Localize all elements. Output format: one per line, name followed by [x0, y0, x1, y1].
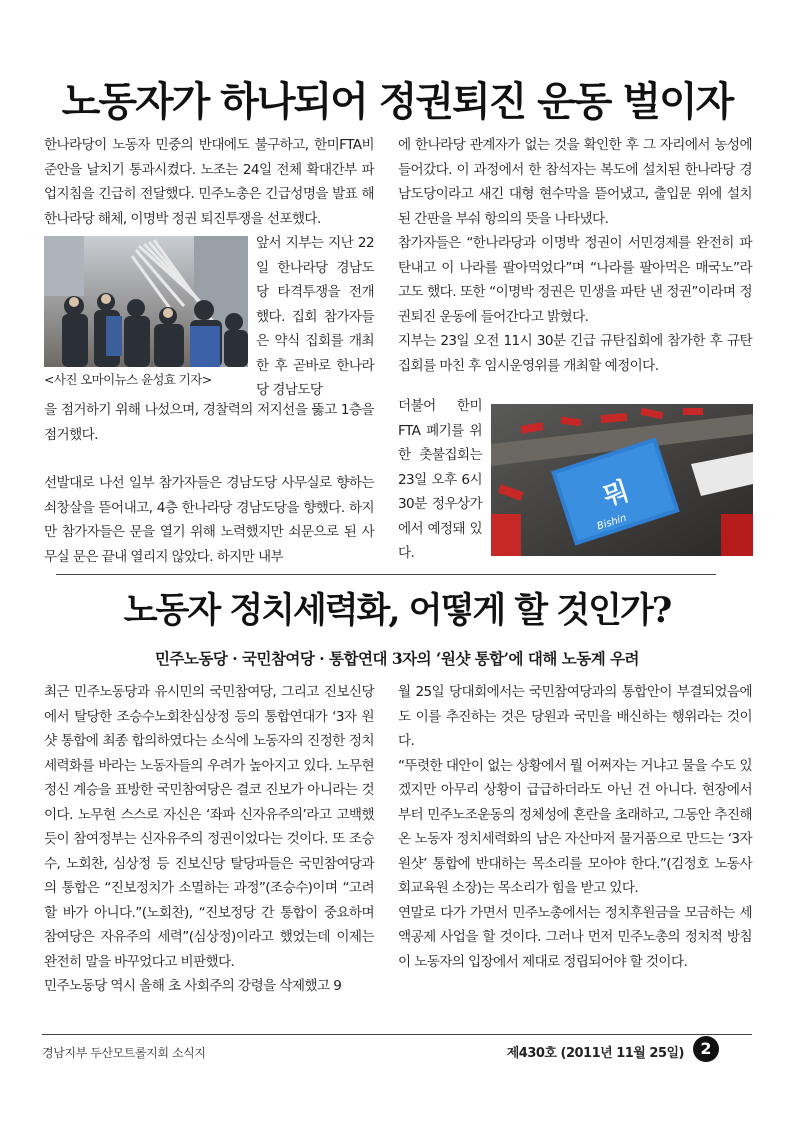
article2-right-para3: 연말로 다가 가면서 민주노총에서는 정치후원금을 모금하는 세액공제 사업을 할 것이다. 그러나 먼저 민주노총의 정치적 방침이 노동자의 입장에서 제대로 정립되어야 할 것이다. — [398, 904, 752, 970]
footer-issue: 제430호 (2011년 11월 25일) — [506, 1046, 684, 1061]
banner-sign-text: Bishin — [595, 512, 629, 533]
article1-right-para2: 참가자들은 “한나라당과 이명박 정권이 서민경제를 완전히 파탄내고 이 나라를 팔아먹었다”며 “나라를 팔아먹은 매국노”라고도 했다. 또한 “이명박 정권은 민생을 파탄 낸 정권”이라며 정권퇴진 운동에 들어간다고 밝혔다. — [398, 235, 752, 325]
protest-photo — [44, 236, 248, 367]
article2-right-para2: “뚜렷한 대안이 없는 상황에서 뭘 어쩌자는 거냐고 물을 수도 있겠지만 아무리 상황이 급급하더라도 아닌 건 아니다. 현장에서부터 민주노조운동의 정체성에 혼란을 초래하고, 그동안 추진해온 노동자 정치세력화의 남은 자산마저 물거품으로 만드는 ‘3자 원샷’ 통합에 반대하는 목소리를 모아야 한다.”(김정호 노동사회교육원 소장)는 목소리가 힘을 받고 있다. — [398, 757, 752, 896]
article1-wrap-column — [256, 231, 374, 403]
article1-left-bottom — [44, 398, 374, 569]
footer-publication: 경남지부 두산모트롤지회 소식지 — [42, 1046, 206, 1060]
article1-right-wrap-text: 더불어 한미 FTA 폐기를 위한 촛불집회는 23일 오후 6시30분 정우상가에서 예정돼 있다. — [398, 398, 482, 561]
banner-photo-image — [491, 404, 753, 556]
article2-right-column — [398, 680, 752, 974]
article1-left-para1: 한나라당이 노동자 민중의 반대에도 불구하고, 한미FTA비준안을 날치기 통과시켰다. 노조는 24일 전체 확대간부 파업지침을 긴급히 전달했다. 민주노총은 긴급성명을 발표 해 한나라당 해체, 이명박 정권 퇴진투쟁을 선포했다. — [44, 137, 374, 227]
article1-right-para3: 지부는 23일 오전 11시 30분 긴급 규탄집회에 참가한 후 규탄집회를 마친 후 임시운영위를 개최할 예정이다. — [398, 333, 752, 374]
article1-right-para1: 에 한나라당 관계자가 없는 것을 확인한 후 그 자리에서 농성에 들어갔다. 이 과정에서 한 참석자는 복도에 설치된 한나라당 경남도당이라고 새긴 대형 현수막을 뜯어냈고, 출입문 위에 설치된 간판을 부숴 항의의 뜻을 나타냈다. — [398, 137, 752, 227]
article2-left-column — [44, 680, 374, 999]
protest-photo-image — [44, 236, 248, 367]
article2-right-para1: 월 25일 당대회에서는 국민참여당과의 통합안이 부결되었음에도 이를 추진하는 것은 당원과 국민을 배신하는 행위라는 것이다. — [398, 684, 752, 749]
article2-subheadline: 민주노동당 · 국민참여당 · 통합연대 3자의 ‘원샷 통합’에 대해 노동계 우려 — [154, 649, 640, 668]
banner-photo — [491, 404, 753, 556]
article1-headline: 노동자가 하나되어 정권퇴진 운동 벌이자 — [61, 79, 733, 125]
article2-left-para2: 민주노동당 역시 올해 초 사회주의 강령을 삭제했고 9 — [44, 978, 342, 994]
article1-wrap-text: 앞서 지부는 지난 22일 한나라당 경남도당 타격투쟁을 전개했다. 집회 참가자들은 약식 집회를 개최한 후 곧바로 한나라당 경남도당 — [256, 235, 374, 398]
article2-headline: 노동자 정치세력화, 어떻게 할 것인가? — [123, 590, 671, 631]
article-divider — [56, 574, 716, 575]
article1-right-wrap-column — [398, 394, 482, 566]
article2-left-para1: 최근 민주노동당과 유시민의 국민참여당, 그리고 진보신당에서 탈당한 조승수노회찬심상정 등의 통합연대가 ‘3자 원샷 통합에 최종 합의하였다는 소식에 노동자의 진정한 정치세력화를 바라는 노동자들의 우려가 높아지고 있다. 노무현 정신 계승을 표방한 국민참여당은 결코 진보가 아니라는 것이다. 노무현 스스로 자신은 ‘좌파 신자유주의’라고 고백했듯이 참여정부는 신자유주의 정권이었다는 것이다. 또 조승수, 노회찬, 심상정 등 진보신당 탈당파들은 국민참여당과의 통합은 “진보정치가 소멸하는 과정”(조승수)이며 “고려할 바가 아니다.”(노회찬), “진보정당 간 통합이 중요하며 참여당은 자유주의 세력”(심상정)이라고 했었는데 이제는 완전히 말을 바꾸었다고 비판했다. — [44, 684, 374, 970]
footer-rule — [42, 1034, 752, 1035]
article1-left-top — [44, 133, 374, 231]
article1-left-para1-cont: 을 점거하기 위해 나섰으며, 경찰력의 저지선을 뚫고 1층을 점거했다. — [44, 402, 374, 443]
article1-right-column — [398, 133, 752, 378]
svg-text:뭐: 뭐 — [599, 476, 633, 513]
article1-left-para2: 선발대로 나선 일부 참가자들은 경남도당 사무실로 향하는 쇠창살을 뜯어내고, 4층 한나라당 경남도당을 향했다. 하지만 참가자들은 문을 열기 위해 노력했지만 쇠문으로 된 사무실 문은 끝내 열리지 않았다. 하지만 내부 — [44, 475, 374, 565]
protest-photo-caption: <사진 오마이뉴스 윤성효 기자> — [44, 372, 212, 387]
page-number: 2 — [693, 1036, 719, 1062]
